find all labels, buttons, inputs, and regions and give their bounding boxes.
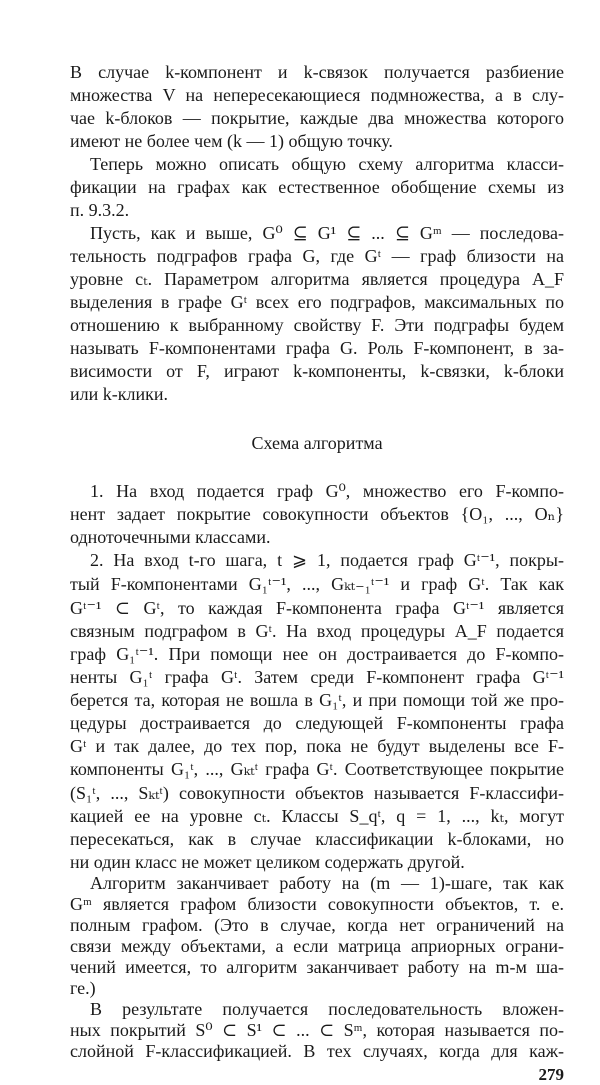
text-line: кацией ее на уровне cₜ. Классы S_qᵗ, q = 1, ..., kₜ, могут xyxy=(70,806,564,826)
text-line: полным графом. (Это в случае, когда нет ограничений на xyxy=(70,915,564,935)
page-number: 279 xyxy=(538,1065,564,1084)
text-line: отношению к выбранному свойству F. Эти подграфы будем xyxy=(70,315,564,335)
text-line: Gᵗ⁻¹ ⊂ Gᵗ, то каждая F-компонента графа Gᵗ⁻¹ является xyxy=(70,598,564,618)
text-line: имеют не более чем (k — 1) общую точку. xyxy=(70,131,393,151)
text-line: граф G₁ᵗ⁻¹. При помощи нее он достраивается до F-компо- xyxy=(70,644,564,664)
text-line: называть F-компонентами графа G. Роль F-компонент, в за- xyxy=(70,338,564,358)
text-line: (S₁ᵗ, ..., Sₖₜᵗ) совокупности объектов называется F-классифи- xyxy=(70,783,564,803)
text-line: чений имеется, то алгоритм заканчивает работу на m-м ша- xyxy=(70,957,564,977)
text-line: Gᵐ является графом близости совокупности объектов, т. е. xyxy=(70,894,564,914)
text-line: нент задает покрытие совокупности объектов {O₁, ..., Oₙ} xyxy=(70,504,564,524)
text-line: связным подграфом в Gᵗ. На вход процедуры A_F подается xyxy=(70,621,564,641)
text-line: 1. На вход подается граф G⁰, множество его F-компо- xyxy=(90,481,564,501)
text-line: выделения в графе Gᵗ всех его подграфов, максимальных по xyxy=(70,292,564,312)
text-line: чае k-блоков — покрытие, каждые два множества которого xyxy=(70,108,564,128)
text-line: берется та, которая не вошла в G₁ᵗ, и при помощи той же про- xyxy=(70,690,564,710)
text-line: фикации на графах как естественное обобщение схемы из xyxy=(70,177,564,197)
text-line: ненты G₁ᵗ графа Gᵗ. Затем среди F-компонент графа Gᵗ⁻¹ xyxy=(70,667,564,687)
text-line: слойной F-классификацией. В тех случаях, когда для каж- xyxy=(70,1041,564,1061)
text-line: ге.) xyxy=(70,978,96,998)
text-line: компоненты G₁ᵗ, ..., Gₖₜᵗ графа Gᵗ. Соответствующее покрытие xyxy=(70,759,564,779)
text-line: тый F-компонентами G₁ᵗ⁻¹, ..., Gₖₜ₋₁ᵗ⁻¹ и граф Gᵗ. Так как xyxy=(70,574,564,594)
text-line: связи между объектами, а если матрица априорных ограни- xyxy=(70,936,564,956)
text-line: Пусть, как и выше, G⁰ ⊆ G¹ ⊆ ... ⊆ Gᵐ — последова- xyxy=(90,223,564,243)
text-line: Gᵗ и так далее, до тех пор, пока не будут выделены все F- xyxy=(70,736,564,756)
text-line: В случае k-компонент и k-связок получается разбиение xyxy=(70,62,564,82)
text-line: уровне cₜ. Параметром алгоритма является процедура A_F xyxy=(70,269,564,289)
text-line: ни один класс не может целиком содержать другой. xyxy=(70,852,465,872)
text-line: одноточечными классами. xyxy=(70,527,271,547)
text-line: пересекаться, как в случае классификации k-блоками, но xyxy=(70,829,564,849)
text-line: цедуры достраивается до следующей F-компоненты графа xyxy=(70,713,564,733)
text-line: п. 9.3.2. xyxy=(70,200,130,220)
text-line: ных покрытий S⁰ ⊂ S¹ ⊂ ... ⊂ Sᵐ, которая называется по- xyxy=(70,1020,564,1040)
text-line: Алгоритм заканчивает работу на (m — 1)-шаге, так как xyxy=(90,873,564,893)
text-line: В результате получается последовательность вложен- xyxy=(90,999,564,1019)
section-heading: Схема алгоритма xyxy=(251,433,383,453)
text-line: висимости от F, играют k-компоненты, k-связки, k-блоки xyxy=(70,361,564,381)
text-line: множества V на непересекающиеся подмножества, а в слу- xyxy=(70,85,564,105)
text-line: 2. На вход t-го шага, t ⩾ 1, подается граф Gᵗ⁻¹, покры- xyxy=(90,550,564,570)
text-line: Теперь можно описать общую схему алгоритма класси- xyxy=(90,154,564,174)
text-line: тельность подграфов графа G, где Gᵗ — граф близости на xyxy=(70,246,564,266)
text-line: или k-клики. xyxy=(70,384,168,404)
